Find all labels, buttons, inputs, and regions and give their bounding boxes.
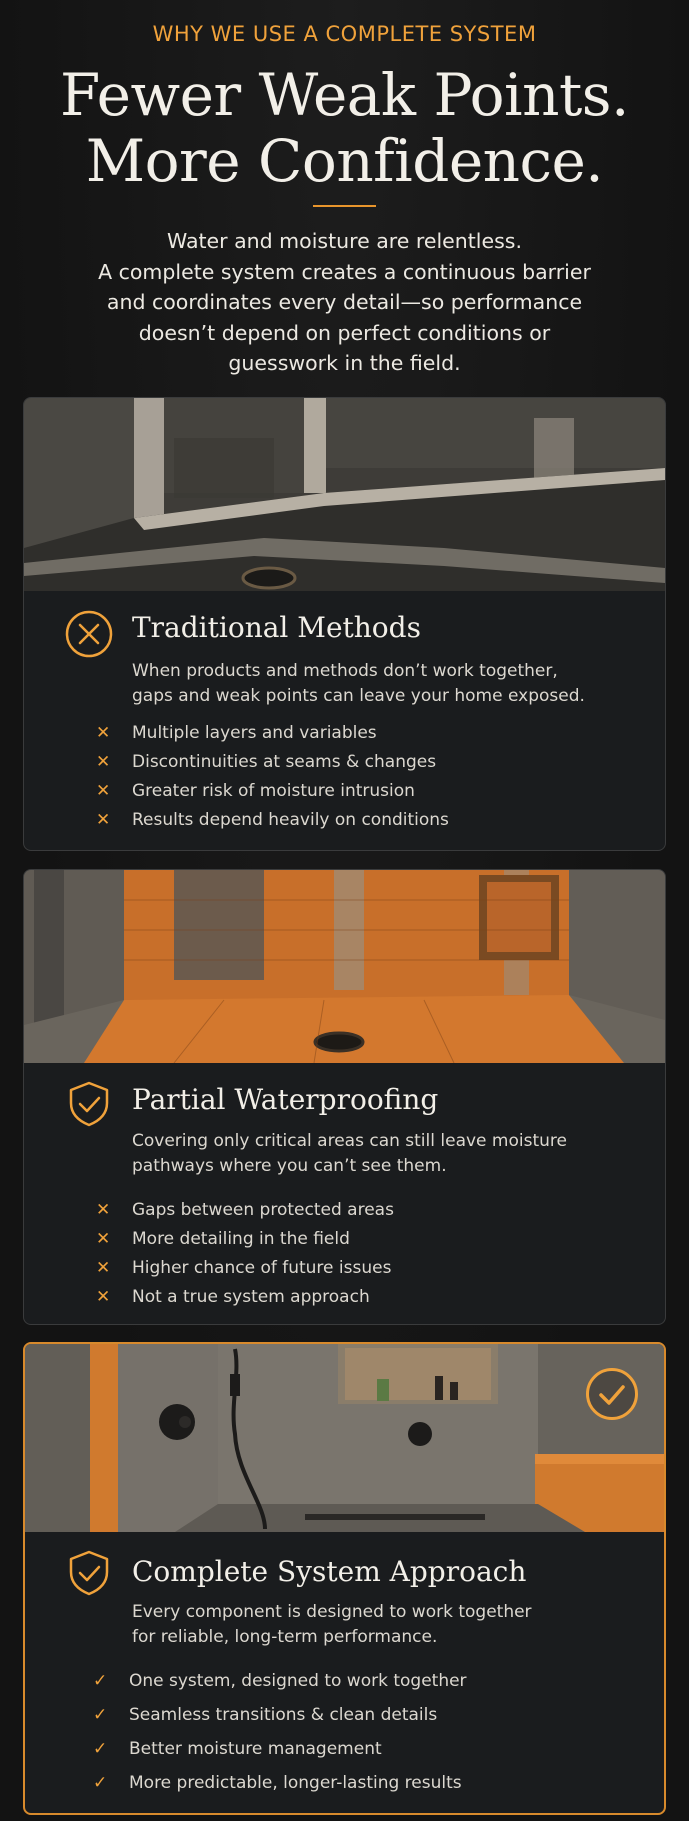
headline-line-2: More Confidence. [85,127,604,195]
check-mark-icon: ✓ [93,1773,108,1793]
x-mark-icon: ✕ [96,1200,111,1220]
complete-system-photo [25,1344,664,1532]
list-item-label: Greater risk of moisture intrusion [132,781,415,801]
list-item-label: More predictable, longer-lasting results [129,1773,462,1793]
shield-check-icon [64,1548,114,1598]
x-mark-icon: ✕ [96,1287,111,1307]
list-item [96,723,449,752]
check-mark-icon: ✓ [93,1739,108,1759]
list-item-label: Results depend heavily on conditions [132,810,449,830]
card-title: Complete System Approach [132,1555,527,1588]
accent-divider [313,205,376,207]
list-item-label: Discontinuities at seams & changes [132,752,437,772]
list-item [96,781,449,810]
desc-line: for reliable, long-term performance. [132,1627,438,1647]
list-item [93,1671,467,1705]
card-title: Partial Waterproofing [132,1083,439,1116]
list-item-label: Multiple layers and variables [132,723,377,743]
list-item [96,810,449,839]
partial-waterproofing-photo [24,870,665,1063]
intro-line: guesswork in the field. [228,351,461,375]
x-circle-icon [64,609,114,659]
x-mark-icon: ✕ [96,752,111,772]
x-mark-icon: ✕ [96,1258,111,1278]
list-item-label: More detailing in the field [132,1229,350,1249]
list-item [93,1705,467,1739]
list-item-label: Better moisture management [129,1739,382,1759]
list-item-label: Not a true system approach [132,1287,370,1307]
list-item [96,1258,394,1287]
list-item-label: Seamless transitions & clean details [129,1705,438,1725]
desc-line: Every component is designed to work together [132,1602,532,1622]
eyebrow-label: WHY WE USE A COMPLETE SYSTEM [152,22,537,46]
desc-line: When products and methods don’t work together, [132,661,558,681]
headline-line-1: Fewer Weak Points. [60,61,629,129]
card-description [132,1600,652,1650]
card-traditional-methods [23,397,666,851]
check-mark-icon: ✓ [93,1671,108,1691]
desc-line: Covering only critical areas can still leave moisture [132,1131,567,1151]
list-item-label: One system, designed to work together [129,1671,467,1691]
list-item-label: Gaps between protected areas [132,1200,394,1220]
list-item [93,1773,467,1807]
bullet-list [96,1200,394,1316]
card-description [132,1129,652,1179]
intro-paragraph [60,226,629,379]
list-item [96,1200,394,1229]
x-mark-icon: ✕ [96,1229,111,1249]
traditional-shower-photo [24,398,665,591]
page-headline [0,62,689,194]
check-circle-icon [586,1368,638,1420]
list-item [96,752,449,781]
list-item [96,1287,394,1316]
list-item [96,1229,394,1258]
card-partial-waterproofing [23,869,666,1325]
shield-check-icon [64,1079,114,1129]
list-item-label: Higher chance of future issues [132,1258,392,1278]
intro-line: doesn’t depend on perfect conditions or [138,320,551,345]
intro-line: A complete system creates a continuous barrier [98,259,591,284]
desc-line: gaps and weak points can leave your home exposed. [132,686,585,706]
card-description [132,659,652,709]
bullet-list [93,1671,467,1807]
card-title: Traditional Methods [132,611,421,644]
bullet-list [96,723,449,839]
x-mark-icon: ✕ [96,810,111,830]
desc-line: pathways where you can’t see them. [132,1156,447,1176]
x-mark-icon: ✕ [96,723,111,743]
check-mark-icon: ✓ [93,1705,108,1725]
card-complete-system-approach [23,1342,666,1815]
intro-line: and coordinates every detail—so performance [106,290,583,314]
list-item [93,1739,467,1773]
intro-line: Water and moisture are relentless. [166,229,522,253]
x-mark-icon: ✕ [96,781,111,801]
